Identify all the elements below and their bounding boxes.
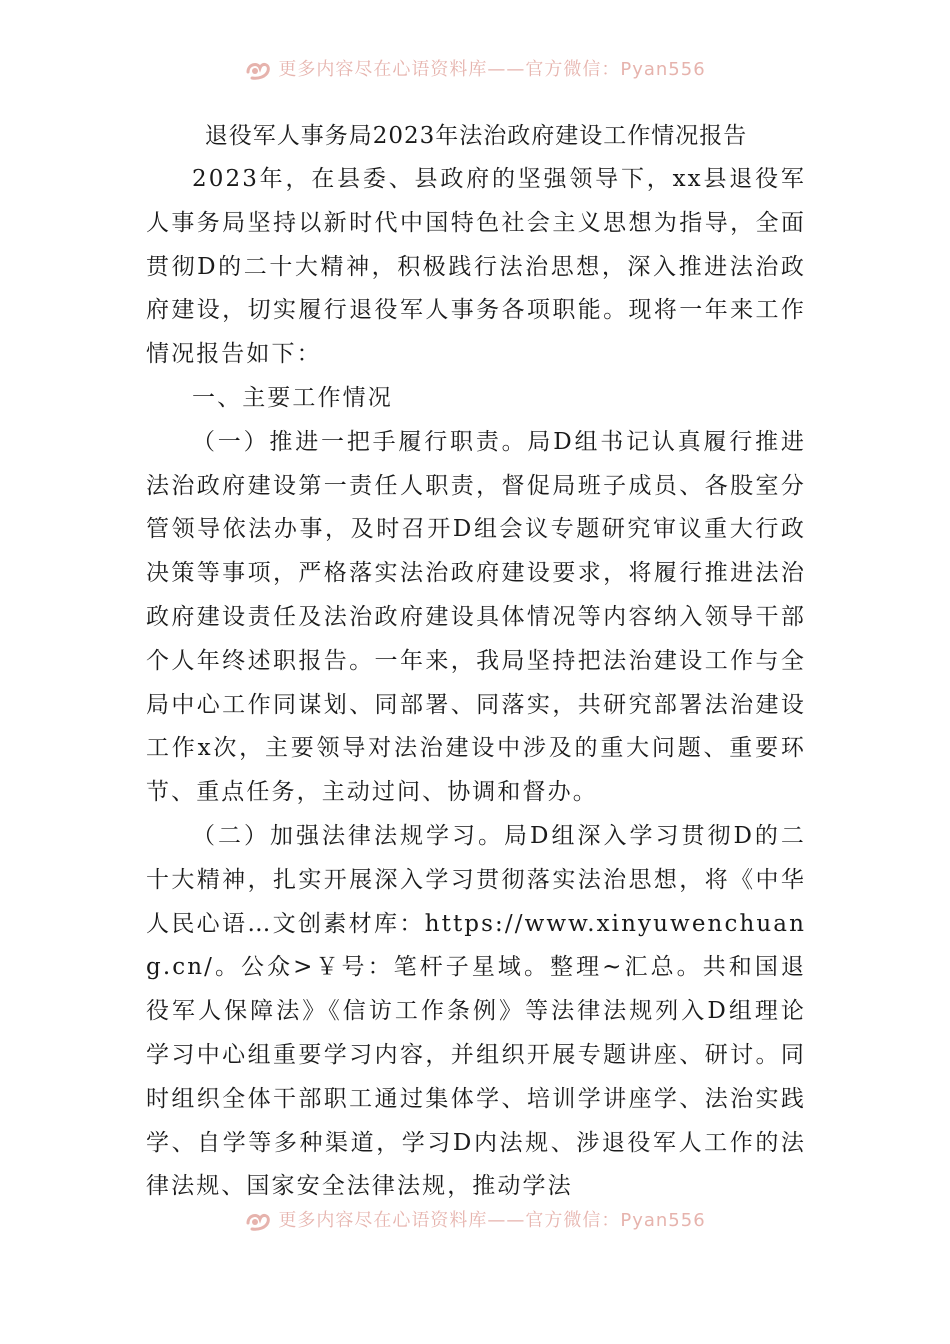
section-heading: 一、主要工作情况 — [192, 384, 393, 411]
watermark-footer — [0, 1203, 950, 1239]
intro-paragraph: 2023年，在县委、县政府的坚强领导下，xx县退役军人事务局坚持以新时代中国特色社会主义思想为指导，全面贯彻D的二十大精神，积极践行法治思想，深入推进法治政府建设，切实履行退役军人事务各项职能。现将一年来工作情况报告如下： — [146, 166, 806, 368]
watermark-text: 更多内容尽在心语资料库——官方微信：Pyan556 — [278, 59, 706, 80]
watermark-logo-icon — [244, 1209, 272, 1233]
section-paragraph-1: （一）推进一把手履行职责。局D组书记认真履行推进法治政府建设第一责任人职责，督促局班子成员、各股室分管领导依法办事，及时召开D组会议专题研究审议重大行政决策等事项，严格落实法治政府建设要求，将履行推进法治政府建设责任及法治政府建设具体情况等内容纳入领导干部个人年终述职报告。一年来，我局坚持把法治建设工作与全局中心工作同谋划、同部署、同落实，共研究部署法治建设工作x次，主要领导对法治建设中涉及的重大问题、重要环节、重点任务，主动过问、协调和督办。 — [146, 428, 806, 806]
watermark-header — [0, 52, 950, 88]
section-paragraph-2: （二）加强法律法规学习。局D组深入学习贯彻D的二十大精神，扎实开展深入学习贯彻落实法治思想，将《中华人民心语…文创素材库：https://www.xinyuwenchuang.cn/。公众>￥号：笔杆子星域。整理~汇总。共和国退役军人保障法》《信访工作条例》等法律法规列入D组理论学习中心组重要学习内容，并组织开展专题讲座、研讨。同时组织全体干部职工通过集体学、培训学讲座学、法治实践学、自学等多种渠道，学习D内法规、涉退役军人工作的法律法规、国家安全法律法规，推动学法 — [146, 822, 806, 1200]
watermark-logo-icon — [244, 58, 272, 82]
watermark-text: 更多内容尽在心语资料库——官方微信：Pyan556 — [278, 1210, 706, 1231]
document-body — [146, 114, 806, 1210]
document-title: 退役军人事务局2023年法治政府建设工作情况报告 — [204, 123, 748, 149]
